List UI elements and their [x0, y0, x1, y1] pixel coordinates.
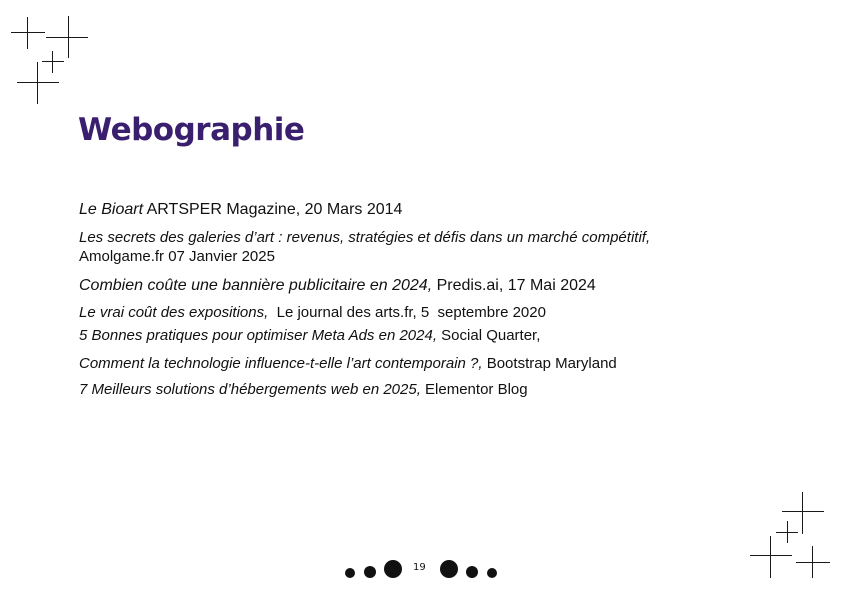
reference-title: Comment la technologie influence-t-elle l’art contemporain ?, — [79, 355, 483, 372]
dot-icon — [384, 560, 402, 578]
dot-icon — [466, 566, 478, 578]
reference-title: Les secrets des galeries d’art : revenus, stratégies et défis dans un marché compétitif, — [79, 229, 651, 246]
reference-entry-3 — [79, 276, 596, 295]
reference-source: Predis.ai, 17 Mai 2024 — [432, 277, 596, 294]
dot-icon — [364, 566, 376, 578]
reference-source: Social Quarter, — [437, 327, 541, 344]
reference-entry-2 — [79, 228, 650, 266]
decorative-cross-4 — [17, 62, 59, 104]
decorative-cross-1 — [11, 17, 45, 49]
page-number: 19 — [413, 562, 426, 573]
reference-title: 7 Meilleurs solutions d’hébergements web en 2025, — [79, 381, 421, 398]
dot-icon — [345, 568, 355, 578]
reference-entry-4 — [79, 303, 546, 322]
reference-title: Combien coûte une bannière publicitaire en 2024, — [79, 277, 433, 294]
reference-source: Le journal des arts.fr, 5 septembre 2020 — [268, 304, 546, 321]
reference-entry-1 — [79, 200, 402, 219]
page-footer — [0, 556, 842, 586]
reference-source: Elementor Blog — [420, 381, 528, 398]
reference-title: Le Bioart — [79, 201, 144, 218]
page-title: Webographie — [78, 112, 305, 148]
reference-source: Bootstrap Maryland — [482, 355, 617, 372]
dot-icon — [487, 568, 497, 578]
reference-entry-5 — [79, 326, 540, 345]
dot-icon — [440, 560, 458, 578]
reference-source: ARTSPER Magazine, 20 Mars 2014 — [143, 201, 403, 218]
reference-title: Le vrai coût des expositions, — [79, 304, 269, 321]
reference-entry-6 — [79, 354, 617, 373]
reference-source: Amolgame.fr 07 Janvier 2025 — [79, 248, 275, 265]
reference-title: 5 Bonnes pratiques pour optimiser Meta Ads en 2024, — [79, 327, 437, 344]
reference-entry-7 — [79, 380, 528, 399]
